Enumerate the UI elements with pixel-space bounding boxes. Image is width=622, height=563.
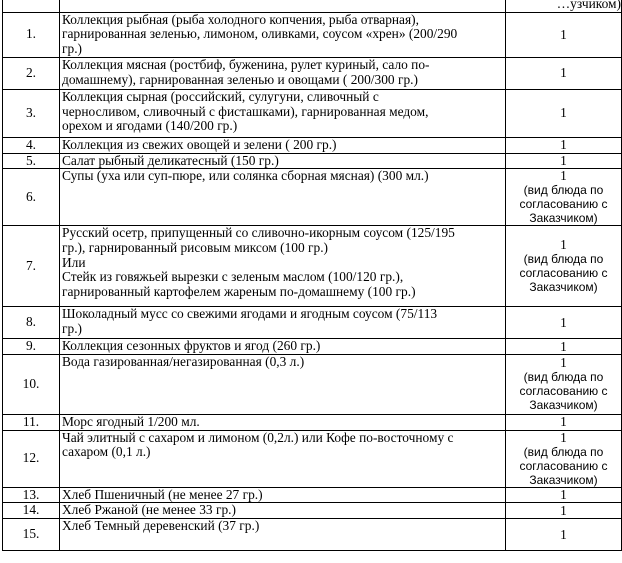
dish-description: Чай элитный с сахаром и лимоном (0,2л.) или Кофе по-восточному с сахаром (0,1 л.) (60, 430, 506, 487)
quantity-value: 1 (560, 486, 567, 502)
table-row (3, 519, 622, 551)
header-fragment-cell-desc (60, 0, 506, 12)
quantity-note: (вид блюда по согласованию с Заказчиком) (519, 252, 608, 295)
quantity-value: 1 (560, 502, 567, 518)
header-fragment-cell-qty: …узчиком) (506, 0, 622, 12)
row-number: 9. (3, 339, 60, 355)
dish-description: Коллекция рыбная (рыба холодного копчения, рыба отварная), гарнированная зеленью, лимоном, оливками, соусом «хрен» (200/290 гр.) (60, 12, 506, 57)
menu-table (2, 0, 622, 551)
row-number: 6. (3, 169, 60, 226)
row-number: 1. (3, 12, 60, 57)
table-row (3, 137, 622, 153)
quantity-cell (506, 519, 622, 551)
table-row (3, 354, 622, 414)
table-row (3, 414, 622, 430)
table-header-fragment-row (3, 0, 622, 12)
quantity-value: 1 (560, 105, 567, 121)
quantity-cell (506, 414, 622, 430)
table-row (3, 307, 622, 339)
row-number: 7. (3, 226, 60, 307)
menu-table-body (3, 0, 622, 551)
row-number: 15. (3, 519, 60, 551)
quantity-value: 1 (560, 338, 567, 354)
dish-description: Салат рыбный деликатесный (150 гр.) (60, 153, 506, 169)
table-row (3, 89, 622, 137)
table-row (3, 12, 622, 57)
quantity-cell (506, 430, 622, 487)
dish-description: Коллекция мясная (ростбиф, буженина, рулет куриный, сало по- домашнему), гарнированная зеленью и овощами ( 200/300 гр.) (60, 57, 506, 89)
row-number: 4. (3, 137, 60, 153)
quantity-value: 1 (560, 168, 567, 184)
row-number: 13. (3, 487, 60, 503)
quantity-value: 1 (560, 137, 567, 153)
quantity-cell (506, 169, 622, 226)
row-number: 5. (3, 153, 60, 169)
row-number: 11. (3, 414, 60, 430)
dish-description: Морс ягодный 1/200 мл. (60, 414, 506, 430)
row-number: 2. (3, 57, 60, 89)
table-row (3, 153, 622, 169)
quantity-cell (506, 339, 622, 355)
dish-description: Хлеб Темный деревенский (37 гр.) (60, 519, 506, 551)
table-row (3, 226, 622, 307)
row-number: 14. (3, 503, 60, 519)
quantity-note: (вид блюда по согласованию с Заказчиком) (519, 444, 608, 487)
quantity-cell (506, 226, 622, 307)
dish-description: Коллекция из свежих овощей и зелени ( 200 гр.) (60, 137, 506, 153)
quantity-value: 1 (560, 526, 567, 542)
dish-description: Коллекция сырная (российский, сулугуни, сливочный с черносливом, сливочный с фисташками), гарнированная медом, орехом и ягодами (140/200 гр.) (60, 89, 506, 137)
quantity-note: (вид блюда по согласованию с Заказчиком) (519, 183, 608, 226)
table-row (3, 169, 622, 226)
quantity-cell (506, 487, 622, 503)
row-number: 8. (3, 307, 60, 339)
row-number: 10. (3, 354, 60, 414)
quantity-cell (506, 307, 622, 339)
table-row (3, 57, 622, 89)
dish-description: Хлеб Ржаной (не менее 33 гр.) (60, 503, 506, 519)
table-row (3, 339, 622, 355)
dish-description: Русский осетр, припущенный со сливочно-икорным соусом (125/195 гр.), гарнированный рисовым миксом (100 гр.) Или Стейк из говяжьей вырезки с зеленым маслом (100/120 гр.), гарнированный картофелем жареным по-домашнему (100 гр.) (60, 226, 506, 307)
row-number: 12. (3, 430, 60, 487)
quantity-value: 1 (560, 314, 567, 330)
quantity-value: 1 (560, 152, 567, 168)
quantity-cell (506, 12, 622, 57)
table-row (3, 430, 622, 487)
quantity-value: 1 (560, 237, 567, 253)
row-number: 3. (3, 89, 60, 137)
quantity-value: 1 (560, 65, 567, 81)
table-row (3, 503, 622, 519)
dish-description: Супы (уха или суп-пюре, или солянка сборная мясная) (300 мл.) (60, 169, 506, 226)
quantity-cell (506, 354, 622, 414)
dish-description: Хлеб Пшеничный (не менее 27 гр.) (60, 487, 506, 503)
quantity-value: 1 (560, 429, 567, 445)
quantity-value: 1 (560, 355, 567, 371)
dish-description: Коллекция сезонных фруктов и ягод (260 гр.) (60, 339, 506, 355)
dish-description: Шоколадный мусс со свежими ягодами и ягодным соусом (75/113 гр.) (60, 307, 506, 339)
dish-description: Вода газированная/негазированная (0,3 л.) (60, 354, 506, 414)
quantity-value: 1 (560, 414, 567, 430)
quantity-cell (506, 137, 622, 153)
table-row (3, 487, 622, 503)
quantity-cell (506, 503, 622, 519)
quantity-value: 1 (560, 26, 567, 42)
quantity-note: (вид блюда по согласованию с Заказчиком) (519, 370, 608, 413)
quantity-cell (506, 57, 622, 89)
quantity-cell (506, 89, 622, 137)
header-fragment-cell-num (3, 0, 60, 12)
quantity-cell (506, 153, 622, 169)
